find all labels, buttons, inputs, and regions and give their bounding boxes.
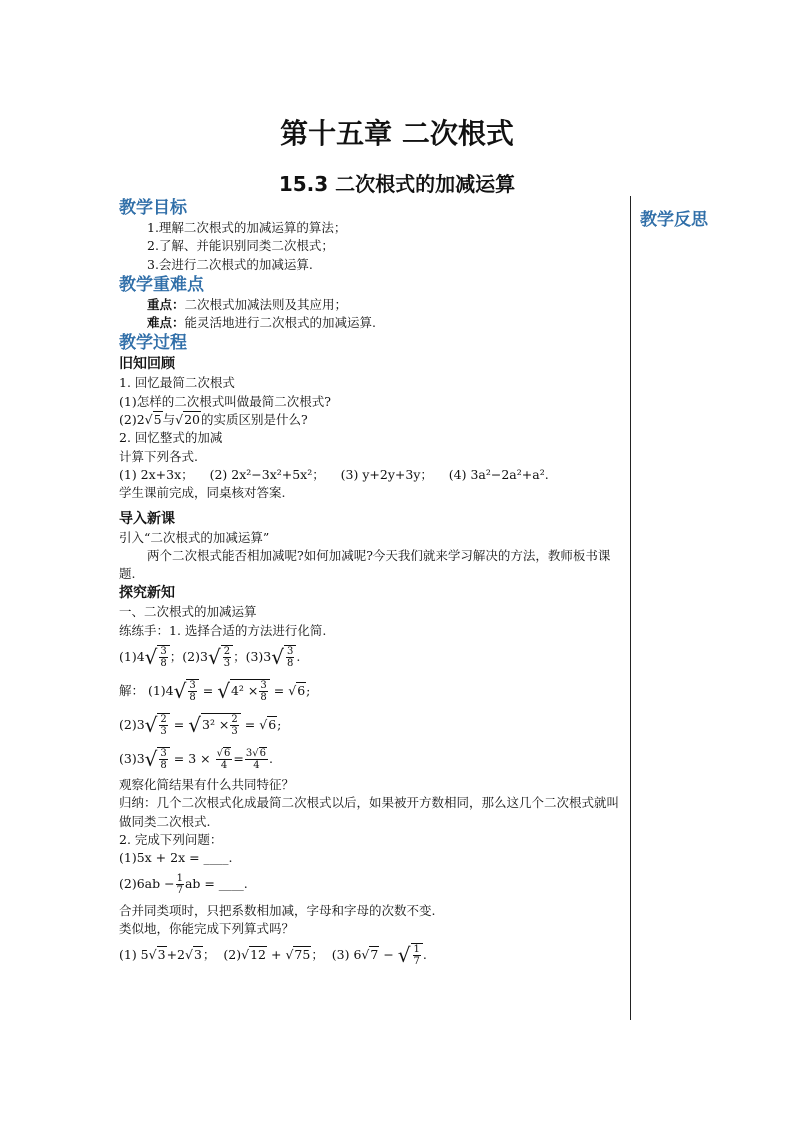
denominator: 4 bbox=[220, 759, 228, 771]
sqrt: √3 bbox=[185, 946, 202, 962]
text: ；(3)3 bbox=[233, 648, 272, 664]
denominator: 8 bbox=[160, 760, 167, 772]
question-row bbox=[119, 640, 625, 674]
sqrt: √ $\frac{1}{7}$ bbox=[398, 943, 423, 967]
text: 解： (1)4 bbox=[119, 682, 174, 698]
fraction: $\frac{√6}{4}$ bbox=[216, 747, 231, 771]
text: . bbox=[268, 750, 273, 766]
denominator: 8 bbox=[160, 658, 167, 670]
goals-heading: 教学目标 bbox=[119, 198, 187, 218]
summary-paragraph: 归纳：几个二次根式化成最简二次根式以后，如果被开方数相同，那么这几个二次根式就叫做同类二次根式. bbox=[119, 795, 620, 829]
text: (2)2 bbox=[119, 412, 145, 428]
text: (3)3 bbox=[119, 750, 145, 766]
column-divider bbox=[630, 196, 631, 1020]
explore-line: 一、二次根式的加减运算 bbox=[119, 604, 257, 620]
review-line: (1)怎样的二次根式叫做最简二次根式? bbox=[119, 393, 331, 409]
review-line: 1. 回忆最简二次根式 bbox=[119, 375, 235, 391]
denominator: 7 bbox=[413, 956, 420, 968]
explore-heading: 探究新知 bbox=[119, 585, 175, 602]
text: = bbox=[244, 716, 256, 732]
main-column bbox=[119, 197, 625, 972]
numerator: 1 bbox=[176, 873, 183, 885]
text: ； bbox=[202, 946, 216, 962]
sqrt: √ $\frac{2}{3}$ bbox=[145, 713, 170, 737]
denominator: 3 bbox=[223, 658, 231, 670]
numerator: 3 bbox=[287, 646, 294, 658]
solution-row-1 bbox=[119, 674, 625, 708]
denominator: 3 bbox=[231, 726, 238, 738]
review-line-radicals bbox=[119, 411, 625, 429]
text: = 3 × bbox=[173, 750, 211, 766]
text: (1)4 bbox=[119, 648, 145, 664]
coefficient: 3 bbox=[245, 747, 253, 759]
text: (3) 6 bbox=[331, 946, 362, 962]
text: ；(2)3 bbox=[169, 648, 208, 664]
hard-point bbox=[119, 314, 625, 332]
radicand: 5 bbox=[153, 412, 162, 428]
exercise: (2) 2x²−3x²+5x²； bbox=[209, 466, 325, 482]
sqrt: √3² × $\frac{2}{3}$ bbox=[188, 713, 241, 737]
text: 的实质区别是什么? bbox=[200, 412, 308, 428]
radicand: 3 bbox=[157, 946, 166, 962]
exercise: (3) y+2y+3y； bbox=[340, 466, 433, 482]
sqrt: √ $\frac{3}{8}$ bbox=[145, 747, 170, 771]
problem-2 bbox=[119, 868, 625, 902]
text: (2)6ab − bbox=[119, 876, 175, 892]
sqrt: √ $\frac{3}{8}$ bbox=[174, 679, 199, 703]
radicand: 7 bbox=[370, 946, 379, 962]
denominator: 8 bbox=[260, 692, 267, 704]
radicand: 12 bbox=[250, 946, 266, 962]
explore-line: 练练手：1. 选择合适的方法进行化简. bbox=[119, 622, 327, 638]
fraction bbox=[176, 873, 184, 896]
task-line: 2. 完成下列问题： bbox=[119, 831, 223, 847]
merge-line: 合并同类项时，只把系数相加减，字母和字母的次数不变. bbox=[119, 902, 436, 918]
exercise: (4) 3a²−2a²+a². bbox=[448, 466, 549, 482]
denominator: 8 bbox=[287, 658, 294, 670]
review-exercises bbox=[119, 466, 625, 484]
goal-item: 3.会进行二次根式的加减运算. bbox=[147, 256, 313, 272]
text: ; bbox=[277, 716, 282, 732]
keypoints-heading: 教学重难点 bbox=[119, 274, 204, 295]
numerator: 3 bbox=[189, 680, 196, 692]
review-line: 计算下列各式. bbox=[119, 448, 198, 464]
radicand: 6 bbox=[297, 682, 306, 698]
sqrt: √6 bbox=[288, 682, 306, 698]
hard-label: 难点： bbox=[147, 315, 185, 331]
sqrt: √3 bbox=[148, 946, 166, 962]
sqrt: √ $\frac{2}{3}$ bbox=[208, 645, 233, 669]
reflection-heading: 教学反思 bbox=[640, 210, 708, 230]
text: (1) 5 bbox=[119, 946, 149, 962]
sqrt: √5 bbox=[144, 412, 162, 428]
intro-heading: 导入新课 bbox=[119, 510, 175, 527]
solution-row-2 bbox=[119, 708, 625, 742]
text: (2) bbox=[223, 946, 242, 962]
numerator: 3 bbox=[260, 680, 267, 692]
sqrt: √12 bbox=[241, 946, 266, 962]
text: ； bbox=[311, 946, 324, 962]
solution-row-3 bbox=[119, 742, 625, 776]
key-text: 二次根式加减法则及其应用； bbox=[184, 296, 348, 312]
goal-item: 2.了解、并能识别同类二次根式； bbox=[147, 238, 334, 254]
goal-item: 1.理解二次根式的加减运算的算法； bbox=[147, 220, 347, 235]
problem-1: (1)5x + 2x = ____. bbox=[119, 850, 233, 866]
numerator: 3 bbox=[160, 646, 167, 658]
review-heading: 旧知回顾 bbox=[119, 356, 175, 373]
sqrt: √4² × $\frac{3}{8}$ bbox=[217, 679, 270, 703]
key-point bbox=[119, 296, 625, 314]
radicand: 75 bbox=[294, 946, 311, 962]
text: = bbox=[173, 716, 185, 732]
radicand: 20 bbox=[184, 412, 200, 428]
radicand: 6 bbox=[259, 747, 266, 759]
text: +2 bbox=[166, 946, 185, 962]
denominator: 4 bbox=[253, 759, 260, 771]
radicand: 4² × bbox=[230, 683, 259, 699]
text: + bbox=[270, 946, 282, 962]
review-line: 学生课前完成，同桌核对答案. bbox=[119, 485, 286, 501]
radicand: 3 bbox=[193, 946, 202, 962]
sqrt: √ $\frac{3}{8}$ bbox=[145, 645, 170, 669]
final-exercises bbox=[119, 938, 625, 972]
numerator: 3 bbox=[160, 748, 167, 760]
sqrt: √ $\frac{3}{8}$ bbox=[271, 645, 296, 669]
hard-text: 能灵活地进行二次根式的加减运算. bbox=[184, 315, 376, 331]
sqrt: √7 bbox=[361, 946, 379, 962]
text: = bbox=[273, 682, 285, 698]
numerator: 2 bbox=[223, 646, 231, 658]
intro-paragraph: 两个二次根式能否相加减呢?如何加减呢?今天我们就来学习解决的方法，教师板书课题. bbox=[119, 547, 611, 582]
denominator: 3 bbox=[160, 726, 167, 738]
text: = bbox=[202, 682, 214, 698]
text: (2)3 bbox=[119, 716, 145, 732]
radicand: 6 bbox=[224, 747, 231, 759]
radicand: 3² × bbox=[202, 717, 230, 733]
numerator: 2 bbox=[160, 714, 167, 726]
text: 与 bbox=[162, 412, 176, 428]
sqrt: √20 bbox=[175, 412, 200, 428]
fraction: $\frac{3√6}{4}$ bbox=[245, 747, 266, 771]
denominator: 7 bbox=[176, 885, 183, 897]
similar-line: 类似地，你能完成下列算式吗？ bbox=[119, 920, 295, 936]
radicand: 6 bbox=[268, 716, 277, 732]
text: ; bbox=[306, 682, 311, 698]
numerator: 2 bbox=[231, 714, 238, 726]
numerator: 1 bbox=[413, 944, 420, 956]
sqrt: √6 bbox=[259, 716, 277, 732]
review-line: 2. 回忆整式的加减 bbox=[119, 430, 223, 446]
section-title: 15.3 二次根式的加减运算 bbox=[278, 172, 516, 196]
text: − bbox=[383, 946, 394, 962]
exercise: (1) 2x+3x； bbox=[119, 466, 194, 482]
text: ab = ____. bbox=[184, 876, 248, 892]
text: = bbox=[233, 750, 244, 766]
observe-line: 观察化简结果有什么共同特征？ bbox=[119, 777, 295, 793]
key-label: 重点： bbox=[147, 296, 185, 312]
denominator: 8 bbox=[189, 692, 196, 704]
text: . bbox=[296, 648, 301, 664]
text: . bbox=[422, 946, 427, 962]
intro-line: 引入“二次根式的加减运算” bbox=[119, 529, 270, 545]
chapter-title: 第十五章 二次根式 bbox=[280, 117, 514, 150]
process-heading: 教学过程 bbox=[119, 333, 187, 354]
sqrt: √75 bbox=[285, 946, 311, 962]
